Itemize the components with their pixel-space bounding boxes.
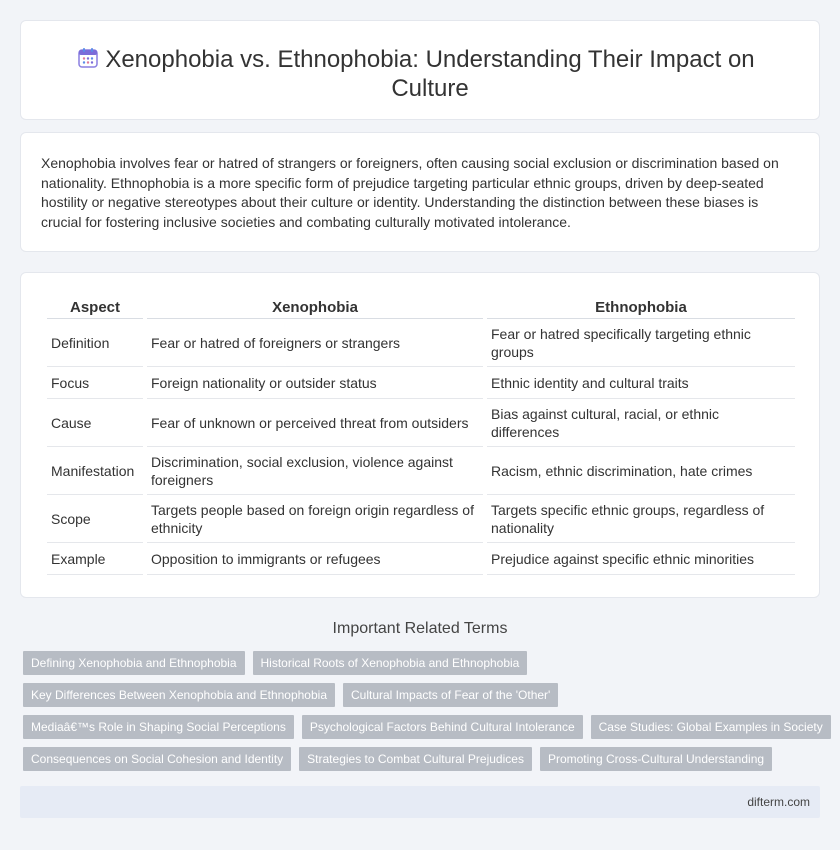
table-cell: Fear or hatred specifically targeting ethnic groups xyxy=(487,319,795,367)
related-terms-title: Important Related Terms xyxy=(332,620,508,637)
footer-bar xyxy=(20,786,820,818)
related-terms-tags xyxy=(23,651,823,779)
table-cell: Racism, ethnic discrimination, hate crimes xyxy=(487,447,795,495)
table-cell: Discrimination, social exclusion, violence against foreigners xyxy=(147,447,483,495)
related-term-tag[interactable]: Promoting Cross-Cultural Understanding xyxy=(540,747,772,771)
header-aspect: Aspect xyxy=(47,296,143,319)
table-cell: Fear or hatred of foreigners or strangers xyxy=(147,319,483,367)
table-cell: Prejudice against specific ethnic minorities xyxy=(487,543,795,575)
header-xenophobia: Xenophobia xyxy=(147,296,483,319)
table-cell: Fear of unknown or perceived threat from outsiders xyxy=(147,399,483,447)
table-cell: Example xyxy=(47,543,143,575)
related-term-tag[interactable]: Strategies to Combat Cultural Prejudices xyxy=(299,747,532,771)
table-row xyxy=(47,447,795,495)
related-term-tag[interactable]: Cultural Impacts of Fear of the 'Other' xyxy=(343,683,558,707)
table-cell: Bias against cultural, racial, or ethnic differences xyxy=(487,399,795,447)
table-cell: Cause xyxy=(47,399,143,447)
table-cell: Targets specific ethnic groups, regardless of nationality xyxy=(487,495,795,543)
header-card xyxy=(20,20,820,120)
tag-row xyxy=(23,651,823,675)
table-cell: Ethnic identity and cultural traits xyxy=(487,367,795,399)
table-row xyxy=(47,399,795,447)
related-term-tag[interactable]: Case Studies: Global Examples in Society xyxy=(591,715,831,739)
table-row xyxy=(47,367,795,399)
table-header-row xyxy=(47,296,795,319)
table-row xyxy=(47,495,795,543)
comparison-table xyxy=(43,296,799,575)
table-cell: Definition xyxy=(47,319,143,367)
related-term-tag[interactable]: Mediaâ€™s Role in Shaping Social Perceptions xyxy=(23,715,294,739)
related-term-tag[interactable]: Psychological Factors Behind Cultural Intolerance xyxy=(302,715,583,739)
tag-row xyxy=(23,683,823,707)
tag-row xyxy=(23,747,823,771)
intro-text: Xenophobia involves fear or hatred of strangers or foreigners, often causing social exclusion or discrimination based on nationality. Ethnophobia is a more specific form of prejudice targeting particular ethnic groups, driven by deep-seated hostility or negative stereotypes about their culture or identity. Understanding the distinction between these biases is crucial for fostering inclusive societies and combating culturally motivated intolerance. xyxy=(41,155,779,230)
related-term-tag[interactable]: Consequences on Social Cohesion and Identity xyxy=(23,747,291,771)
table-cell: Opposition to immigrants or refugees xyxy=(147,543,483,575)
tag-row xyxy=(23,715,823,739)
page-title: Xenophobia vs. Ethnophobia: Understanding Their Impact on Culture xyxy=(105,46,755,102)
table-row xyxy=(47,543,795,575)
related-term-tag[interactable]: Defining Xenophobia and Ethnophobia xyxy=(23,651,245,675)
table-cell: Scope xyxy=(47,495,143,543)
header-ethnophobia: Ethnophobia xyxy=(487,296,795,319)
intro-card xyxy=(20,132,820,252)
table-cell: Manifestation xyxy=(47,447,143,495)
comparison-table-card xyxy=(20,272,820,598)
table-row xyxy=(47,319,795,367)
related-term-tag[interactable]: Historical Roots of Xenophobia and Ethnophobia xyxy=(253,651,528,675)
table-cell: Foreign nationality or outsider status xyxy=(147,367,483,399)
footer-site-link[interactable]: difterm.com xyxy=(747,795,810,809)
table-cell: Targets people based on foreign origin regardless of ethnicity xyxy=(147,495,483,543)
related-term-tag[interactable]: Key Differences Between Xenophobia and Ethnophobia xyxy=(23,683,335,707)
table-cell: Focus xyxy=(47,367,143,399)
